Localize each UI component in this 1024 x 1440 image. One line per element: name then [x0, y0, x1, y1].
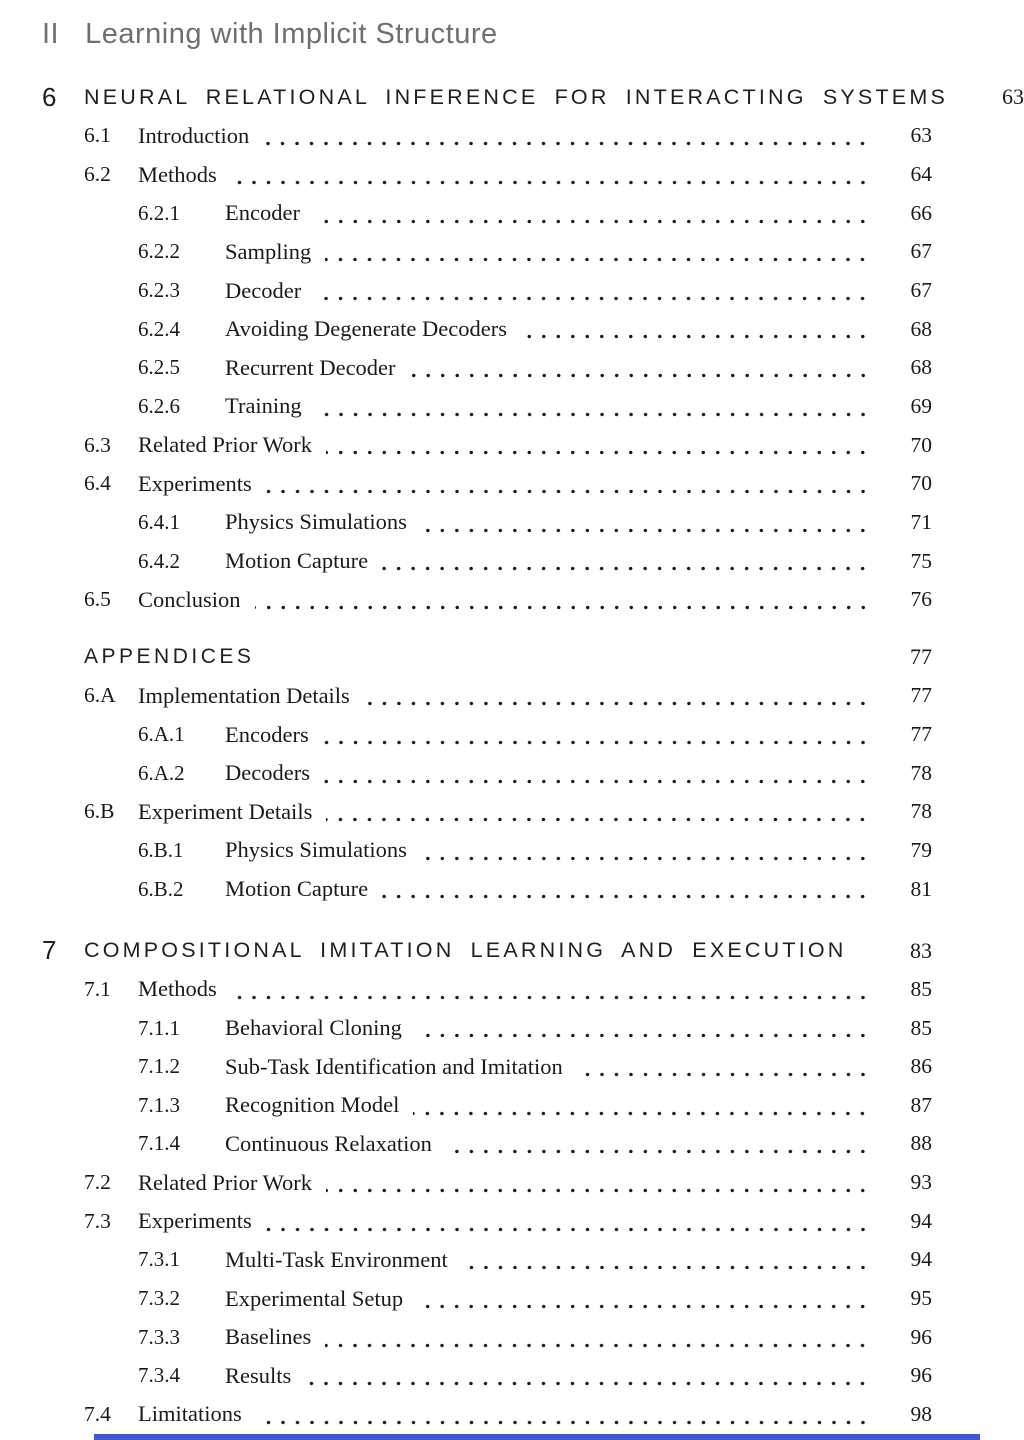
entry-number: 6.2 — [84, 162, 111, 187]
entry-page: 76 — [910, 587, 932, 612]
entry-title: Conclusion — [138, 586, 241, 612]
entry-title: Decoder — [225, 277, 302, 303]
entry-number: 6.4.2 — [138, 548, 180, 573]
entry-page: 78 — [910, 799, 932, 824]
toc-entry-6.2.6[interactable] — [0, 387, 980, 426]
entry-page: 71 — [910, 509, 932, 534]
entry-number: 6.5 — [84, 587, 111, 612]
entry-title: Encoder — [225, 200, 300, 226]
entry-title: Methods — [138, 976, 217, 1002]
entry-number: 6.B — [84, 799, 115, 824]
entry-page: 64 — [910, 162, 932, 187]
entry-page: 69 — [910, 393, 932, 418]
toc-entry-7.3.3[interactable] — [0, 1318, 980, 1357]
entry-page: 95 — [910, 1286, 932, 1311]
toc-entry-6.2.5[interactable] — [0, 348, 980, 387]
leader-dots — [577, 1072, 870, 1077]
entry-number: 6.3 — [84, 432, 111, 457]
toc-entry-6.2.1[interactable] — [0, 194, 980, 233]
entry-title: Decoders — [225, 760, 310, 786]
leader-dots — [421, 528, 870, 533]
toc-entry-6.4.2[interactable] — [0, 542, 980, 581]
toc-entry-7.1.4[interactable] — [0, 1125, 980, 1164]
leader-dots — [382, 894, 870, 899]
entry-page: 85 — [910, 1015, 932, 1040]
entry-page: 70 — [910, 432, 932, 457]
entry-title: Motion Capture — [225, 876, 369, 902]
entry-title: Experimental Setup — [225, 1285, 404, 1311]
entry-title: Experiment Details — [138, 798, 313, 824]
toc-entry-7.3.2[interactable] — [0, 1279, 980, 1318]
entry-title: Physics Simulations — [225, 509, 407, 535]
entry-page: 63 — [910, 123, 932, 148]
toc-entry-7.3.1[interactable] — [0, 1241, 980, 1280]
entry-page: 94 — [910, 1208, 932, 1233]
entry-number: 6.A.1 — [138, 722, 185, 747]
entry-number: 6.4 — [84, 471, 111, 496]
entry-page: 67 — [910, 239, 932, 264]
entry-number: 7.3.2 — [138, 1286, 180, 1311]
entry-number: 6.2.4 — [138, 316, 180, 341]
entry-title: Recognition Model — [225, 1092, 400, 1118]
toc-entry-7.4[interactable] — [0, 1395, 980, 1434]
entry-number: 6.A.2 — [138, 760, 185, 785]
toc-entry-6.1[interactable] — [0, 117, 980, 156]
toc-entry-7.1[interactable] — [0, 970, 980, 1009]
entry-page: 77 — [910, 683, 932, 708]
entry-title: Behavioral Cloning — [225, 1015, 402, 1041]
entry-page: 70 — [910, 471, 932, 496]
entry-title: APPENDICES — [84, 645, 255, 669]
leader-dots — [326, 450, 870, 455]
entry-page: 85 — [910, 976, 932, 1001]
leader-dots — [325, 1343, 870, 1348]
leader-dots — [521, 334, 870, 339]
leader-dots — [255, 605, 870, 610]
leader-dots — [268, 663, 870, 668]
entry-title: Sampling — [225, 238, 312, 264]
entry-page: 87 — [910, 1092, 932, 1117]
entry-title: Multi-Task Environment — [225, 1246, 448, 1272]
entry-title: COMPOSITIONAL IMITATION LEARNING AND EXECUTION — [84, 938, 847, 963]
leader-dots — [314, 219, 870, 224]
entry-title: Recurrent Decoder — [225, 354, 396, 380]
leader-dots — [861, 956, 870, 961]
toc-entry-6.B[interactable] — [0, 793, 980, 832]
entry-page: 96 — [910, 1324, 932, 1349]
entry-title: Encoders — [225, 721, 309, 747]
entry-number: 7.3 — [84, 1208, 111, 1233]
leader-dots — [305, 1381, 870, 1386]
leader-dots — [256, 1420, 870, 1425]
toc-entry-7.1.2[interactable] — [0, 1047, 980, 1086]
entry-page: 68 — [910, 355, 932, 380]
entry-page: 63 — [1002, 84, 1024, 110]
toc-entry-6.B.2[interactable] — [0, 870, 980, 909]
leader-dots — [323, 740, 870, 745]
part-title: Learning with Implicit Structure — [85, 18, 498, 50]
entry-number: 6.B.1 — [138, 837, 184, 862]
leader-dots — [231, 180, 870, 185]
entry-number: 6.2.6 — [138, 393, 180, 418]
toc-entry-6.2[interactable] — [0, 155, 980, 194]
entry-page: 77 — [910, 722, 932, 747]
toc-entry-6.5[interactable] — [0, 580, 980, 619]
leader-dots — [382, 566, 870, 571]
entry-page: 67 — [910, 278, 932, 303]
toc-entry-6.A.2[interactable] — [0, 754, 980, 793]
leader-dots — [266, 1227, 870, 1232]
table-of-contents — [0, 78, 1024, 1434]
part-header — [42, 18, 498, 51]
toc-entry-7.3[interactable] — [0, 1202, 980, 1241]
leader-dots — [446, 1149, 870, 1154]
leader-dots — [263, 141, 870, 146]
entry-number: 6.B.2 — [138, 876, 184, 901]
toc-entry-6[interactable] — [0, 78, 1024, 117]
entry-title: Continuous Relaxation — [225, 1130, 432, 1156]
leader-dots — [316, 412, 870, 417]
entry-title: Experiments — [138, 1208, 252, 1234]
entry-number: 7 — [42, 935, 57, 966]
entry-page: 86 — [910, 1054, 932, 1079]
entry-page: 81 — [910, 876, 932, 901]
entry-number: 7.3.1 — [138, 1247, 180, 1272]
entry-title: Avoiding Degenerate Decoders — [225, 316, 507, 342]
entry-page: 66 — [910, 200, 932, 225]
toc-entry-6.4.1[interactable] — [0, 503, 980, 542]
part-number: II — [42, 18, 60, 50]
entry-title: Introduction — [138, 122, 250, 148]
entry-page: 96 — [910, 1363, 932, 1388]
entry-page: 88 — [910, 1131, 932, 1156]
entry-page: 98 — [910, 1401, 932, 1426]
toc-entry-6.2.4[interactable] — [0, 310, 980, 349]
leader-dots — [231, 995, 870, 1000]
leader-dots — [326, 817, 870, 822]
entry-title: Limitations — [138, 1401, 242, 1427]
leader-dots — [417, 1304, 870, 1309]
toc-entry-appendices[interactable] — [0, 638, 980, 677]
leader-dots — [416, 1033, 870, 1038]
entry-page: 77 — [910, 644, 932, 670]
entry-page: 94 — [910, 1247, 932, 1272]
entry-number: 7.3.3 — [138, 1324, 180, 1349]
entry-page: 78 — [910, 760, 932, 785]
leader-dots — [326, 1188, 870, 1193]
leader-dots — [364, 701, 870, 706]
entry-title: Baselines — [225, 1324, 312, 1350]
entry-title: Methods — [138, 161, 217, 187]
toc-entry-6.4[interactable] — [0, 464, 980, 503]
entry-number: 6.A — [84, 683, 116, 708]
entry-title: Results — [225, 1362, 292, 1388]
entry-title: Sub-Task Identification and Imitation — [225, 1053, 563, 1079]
entry-title: Related Prior Work — [138, 432, 312, 458]
toc-entry-6.2.2[interactable] — [0, 233, 980, 272]
entry-number: 7.1 — [84, 976, 111, 1001]
entry-title: Motion Capture — [225, 548, 369, 573]
entry-title: Experiments — [138, 470, 252, 496]
entry-page: 93 — [910, 1170, 932, 1195]
leader-dots — [413, 1111, 870, 1116]
toc-entry-7.3.4[interactable] — [0, 1357, 980, 1396]
leader-dots — [266, 489, 870, 494]
toc-entry-7.1.3[interactable] — [0, 1086, 980, 1125]
leader-dots — [410, 373, 870, 378]
entry-number: 7.3.4 — [138, 1363, 180, 1388]
entry-number: 7.4 — [84, 1401, 111, 1426]
entry-page: 79 — [910, 837, 932, 862]
entry-title: NEURAL RELATIONAL INFERENCE FOR INTERACTING SYSTEMS — [84, 84, 948, 109]
toc-entry-6.B.1[interactable] — [0, 831, 980, 870]
entry-number: 6.1 — [84, 123, 111, 148]
toc-entry-6.A.1[interactable] — [0, 715, 980, 754]
entry-number: 6.4.1 — [138, 509, 180, 534]
entry-number: 7.1.2 — [138, 1054, 180, 1079]
toc-entry-6.3[interactable] — [0, 426, 980, 465]
leader-dots — [462, 1265, 870, 1270]
entry-number: 6.2.2 — [138, 239, 180, 264]
entry-title: Implementation Details — [138, 682, 350, 708]
toc-entry-7.1.1[interactable] — [0, 1009, 980, 1048]
toc-entry-7.2[interactable] — [0, 1163, 980, 1202]
leader-dots — [315, 296, 870, 301]
entry-page: 83 — [910, 937, 932, 963]
entry-page: 75 — [910, 548, 932, 573]
entry-number: 6.2.3 — [138, 278, 180, 303]
leader-dots — [421, 856, 870, 861]
entry-number: 6.2.5 — [138, 355, 180, 380]
toc-entry-6.2.3[interactable] — [0, 271, 980, 310]
toc-entry-7[interactable] — [0, 931, 980, 970]
entry-title: Related Prior Work — [138, 1169, 312, 1195]
entry-number: 6 — [42, 81, 57, 112]
leader-dots — [324, 779, 870, 784]
entry-number: 7.1.4 — [138, 1131, 180, 1156]
entry-number: 6.2.1 — [138, 200, 180, 225]
entry-page: 68 — [910, 316, 932, 341]
toc-entry-6.A[interactable] — [0, 677, 980, 716]
entry-title: Physics Simulations — [225, 837, 407, 863]
bottom-highlight-bar — [94, 1434, 980, 1440]
leader-dots — [325, 257, 870, 262]
entry-number: 7.1.3 — [138, 1092, 180, 1117]
entry-number: 7.2 — [84, 1170, 111, 1195]
entry-title: Training — [225, 393, 302, 419]
entry-number: 7.1.1 — [138, 1015, 180, 1040]
